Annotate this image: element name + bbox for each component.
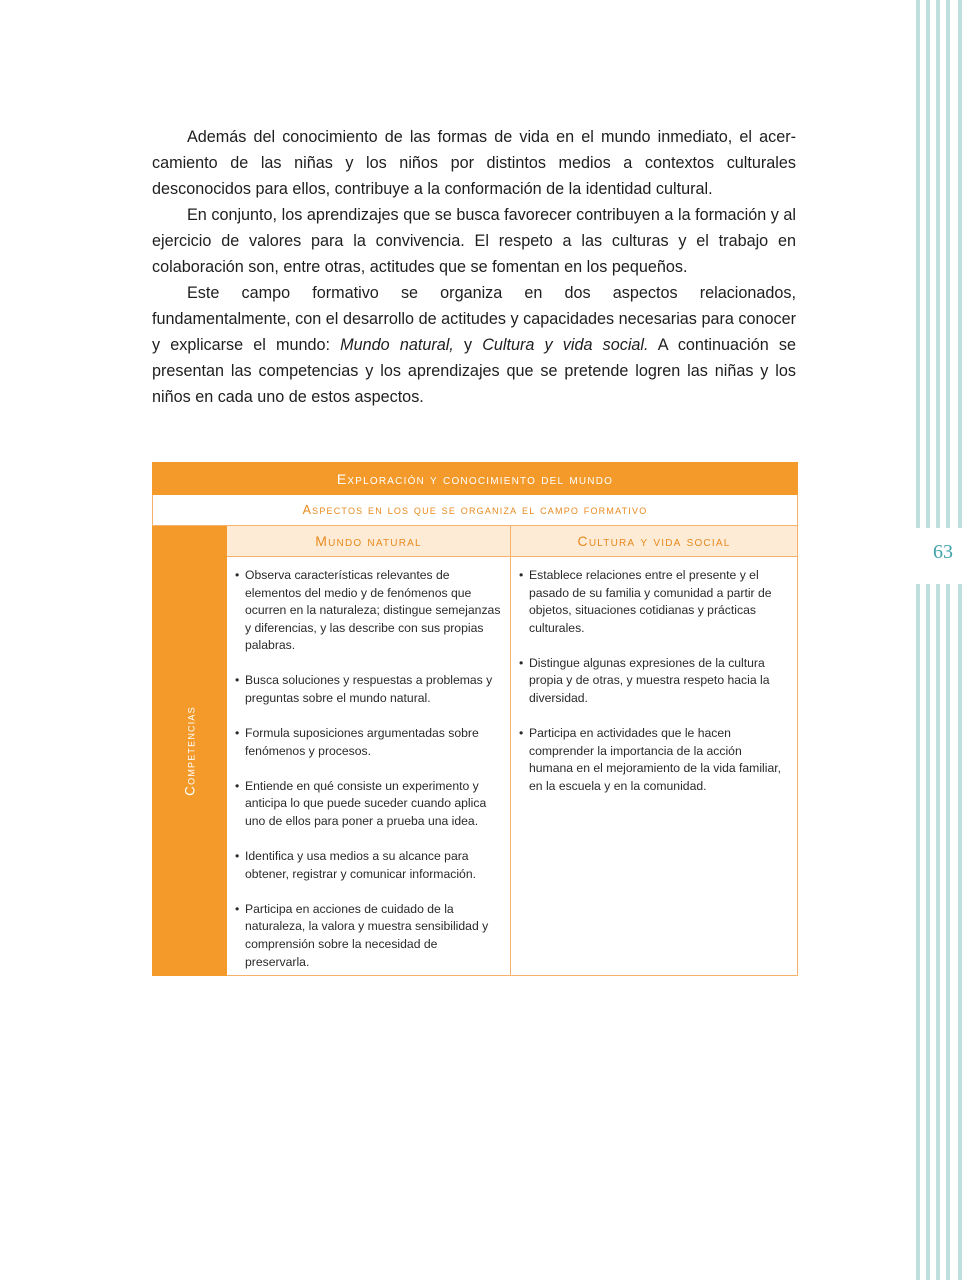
margin-stripe [936, 0, 940, 528]
paragraph [152, 280, 796, 410]
paragraph-text: A continuación se presentan las competencias y los aprendizajes que se pretende logren las niñas y los niños en cada uno de estos aspectos. [152, 336, 796, 406]
list-item: • Distingue algunas expresiones de la cultura propia y de otras, y muestra respeto hacia la diversidad. [519, 655, 789, 708]
paragraph: En conjunto, los aprendizajes que se busca favorecer contribuyen a la formación y al ejercicio de valores para la convivencia. El respeto a las culturas y el trabajo en colaboración son, entre otras, actitudes que se fomentan en los pequeños. [152, 206, 796, 276]
margin-stripe [926, 584, 930, 1280]
table-title-row [153, 463, 798, 495]
list-item: • Busca soluciones y respuestas a problemas y preguntas sobre el mundo natural. [235, 672, 502, 707]
cultura-cell [511, 557, 798, 976]
list-item: • Formula suposiciones argumentadas sobre fenómenos y procesos. [235, 725, 502, 760]
margin-stripe [946, 0, 950, 528]
margin-stripes [914, 0, 972, 1280]
mundo-natural-cell [227, 557, 511, 976]
list-item: • Entiende en qué consiste un experimento y anticipa lo que puede suceder cuando aplica uno de ellos para poner a prueba una idea. [235, 778, 502, 831]
list-item: • Identifica y usa medios a su alcance para obtener, registrar y comunicar información. [235, 848, 502, 883]
list-item: • Observa características relevantes de elementos del medio y de fenómenos que ocurren en la naturaleza; distingue semejanzas y diferencias, y las describe con sus propias palabras. [235, 567, 502, 655]
cultura-list [511, 557, 797, 817]
body-text [152, 124, 796, 410]
margin-stripe [916, 584, 920, 1280]
paragraph: Además del conocimiento de las formas de vida en el mundo inmediato, el acer-camiento de las niñas y los niños por distintos medios a contextos culturales desconocidos para ellos, contribuye a la conformación de la identidad cultural. [152, 128, 796, 198]
mundo-natural-list [227, 557, 510, 975]
competencies-row [153, 557, 798, 976]
list-item: • Participa en actividades que le hacen comprender la importancia de la acción humana en el mejoramiento de la vida familiar, en la escuela y en la comunidad. [519, 725, 789, 795]
table-subtitle: Aspectos en los que se organiza el campo formativo [153, 495, 798, 526]
list-item: • Establece relaciones entre el presente y el pasado de su familia y comunidad a partir de objetos, situaciones cotidianas y prácticas culturales. [519, 567, 789, 637]
column-header-cultura: Cultura y vida social [511, 526, 798, 557]
column-header-row [153, 526, 798, 557]
margin-stripe [926, 0, 930, 528]
page-number: 63 [933, 541, 953, 563]
paragraph-text: y [453, 336, 483, 354]
competencias-label: Competencias [182, 705, 197, 796]
margin-stripe [946, 584, 950, 1280]
margin-stripe [958, 0, 962, 528]
table-subtitle-row [153, 495, 798, 526]
competencies-table [152, 462, 798, 976]
emphasis-cultura: Cultura y vida social. [482, 336, 649, 354]
column-header-mundo-natural: Mundo natural [227, 526, 511, 557]
list-item: • Participa en acciones de cuidado de la naturaleza, la valora y muestra sensibilidad y comprensión sobre la necesidad de preservarla. [235, 901, 502, 971]
paragraph-text: Este campo formativo se organiza en dos aspectos relacionados, fundamentalmente, con el desarrollo de actitudes y capacidades necesarias para conocer y explicarse el mundo: [152, 284, 796, 354]
competencias-side-cell [153, 526, 227, 976]
emphasis-mundo-natural: Mundo natural, [340, 336, 454, 354]
margin-stripe [958, 584, 962, 1280]
table-title: Exploración y conocimiento del mundo [153, 463, 798, 495]
margin-stripe [936, 584, 940, 1280]
margin-stripe [916, 0, 920, 528]
